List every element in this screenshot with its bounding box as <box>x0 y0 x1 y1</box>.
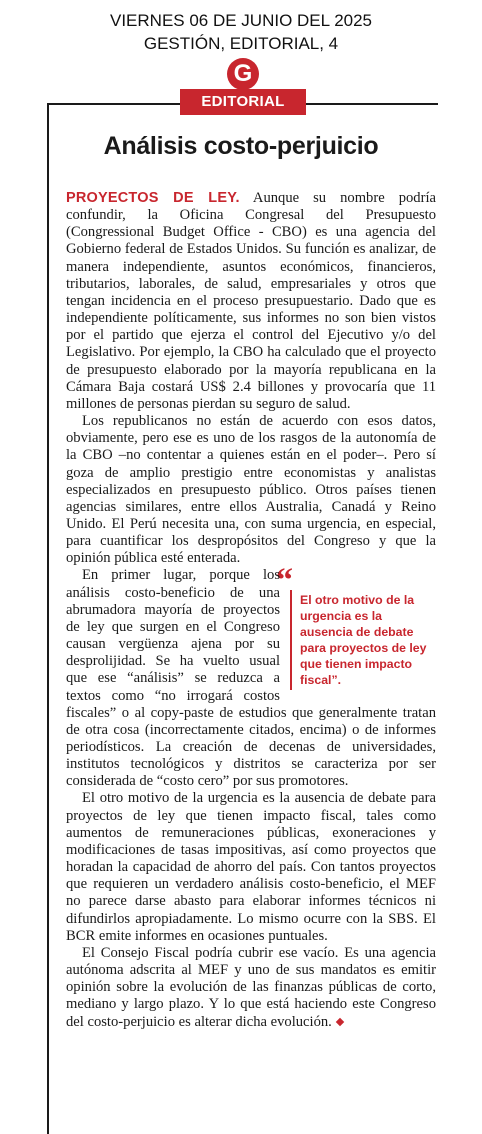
paragraph-2: Los republicanos no están de acuerdo con esos datos, obviamente, pero ese es uno de los rasgos de la autonomía de la CBO –no contentar a quienes están en el poder–. Pero sí goza de amplio prestigio entre economistas y analistas especializados en presupuesto público. Otros países tienen agencias similares, entre ellos Australia, Canadá y Reino Unido. El Perú necesita una, con suma urgencia, en especial, para cuantificar los despropósitos del Congreso y que la opinión pública esté enterada. <box>66 413 436 567</box>
section-reference: GESTIÓN, EDITORIAL, 4 <box>143 34 339 53</box>
section-tag: EDITORIAL <box>180 89 306 115</box>
paragraph-4: El otro motivo de la urgencia es la ausencia de debate para proyectos de ley que tienen impacto fiscal, tales como aumentos de remuneraciones públicas, exoneraciones y modificaciones de tasas impositivas, así como proyectos que horadan la capacidad de ahorro del país. Con tantos proyectos que requieren un verdadero análisis costo-beneficio, el MEF no parece darse abasto para elaborar informes técnicos ni difundirlos apropiadamente. Lo mismo ocurre con la SBS. El BCR emite informes en ocasiones puntuales. <box>66 790 436 944</box>
paragraph-5: El Consejo Fiscal podría cubrir ese vacío. Es una agencia autónoma adscrita al MEF y uno de sus mandatos es emitir opinión sobre la evolución de las finanzas públicas de corto, mediano y largo plazo. Y lo que está haciendo este Congreso del costo-perjuicio es alterar dicha evolución. <box>66 944 436 1030</box>
publication-date: VIERNES 06 DE JUNIO DEL 2025 <box>109 11 373 30</box>
article-body <box>66 190 436 1031</box>
gestion-logo-icon: G <box>227 58 259 90</box>
article-title: Análisis costo-perjuicio <box>103 132 379 160</box>
header-rule-left <box>47 103 180 105</box>
header-rule-right <box>306 103 438 105</box>
pullquote <box>276 562 436 690</box>
pullquote-text: El otro motivo de la urgencia es la ausencia de debate para proyectos de ley que tienen impacto fiscal”. <box>290 590 436 690</box>
paragraph-1: PROYECTOS DE LEY. Aunque su nombre podría confundir, la Oficina Congresal del Presupuesto (Congressional Budget Office - CBO) es una agencia del Gobierno federal de Estados Unidos. Su función es analizar, de manera independiente, asuntos económicos, financieros, tributarios, laborales, de salud, empresariales y otros que tengan incidencia en el proceso presupuestario. Dado que es independiente políticamente, sus informes no son bien vistos por el partido que ejerza el control del Ejecutivo y/o del Legislativo. Por ejemplo, la CBO ha calculado que el proyecto de presupuesto elaborado por la mayoría republicana en la Cámara Baja costará US$ 2.4 billones y provocaría que 11 millones de personas pierdan su seguro de salud. <box>66 190 436 412</box>
paragraph-3: En primer lugar, porque los análisis costo-beneficio de una abrumadora mayoría de proyectos de ley que surgen en el Congreso causan vergüenza ajena por su desprolijidad. Se ha vuelto usual que ese “análisis” se reduzca a textos como “no irrogará costos fiscales” o al copy-paste de estudios que generalmente tratan de otra cosa (incorrectamente citados, encima) o de informes periodísticos. La creación de decenas de universidades, institutos tecnológicos y distritos se caracteriza por ser considerada de “costo cero” por sus promotores. <box>66 567 436 790</box>
article-lead: PROYECTOS DE LEY. <box>66 190 240 206</box>
quote-mark-icon: “ <box>276 562 293 600</box>
column-rule <box>47 104 49 1134</box>
end-mark-icon <box>336 1018 344 1026</box>
